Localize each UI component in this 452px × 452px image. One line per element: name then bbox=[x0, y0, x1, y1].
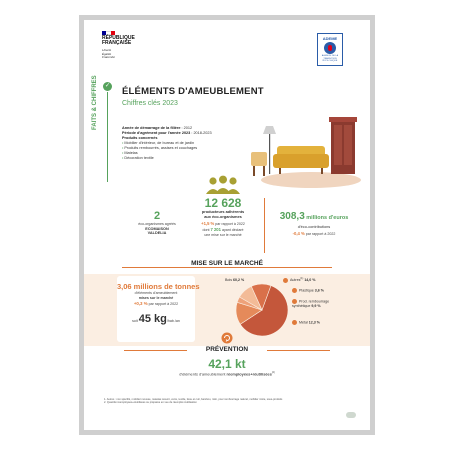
chair-icon bbox=[292, 288, 297, 293]
prevention-title: PRÉVENTION bbox=[187, 346, 267, 353]
producers-stat: 12 628 producteurs adhérents aux éco-organismes +1,5 % par rapport à 2022 dont 7 201 ayant déclaré une mise sur le marché bbox=[201, 196, 245, 237]
ademe-mark-icon bbox=[324, 42, 336, 54]
document-page bbox=[84, 20, 370, 430]
list-item: • Produits rembourrés, assises et couchages bbox=[122, 146, 272, 151]
furniture-illustration bbox=[249, 112, 364, 190]
recycle-icon bbox=[221, 332, 233, 344]
lamp-shape bbox=[269, 134, 270, 174]
legend-bois: Bois 60,2 % bbox=[225, 278, 245, 282]
metal-icon bbox=[292, 320, 297, 325]
people-icon bbox=[203, 175, 243, 195]
sofa-icon bbox=[283, 278, 288, 283]
legend-autres: Autres$^{(1)}$ 14,0 % bbox=[283, 277, 316, 283]
list-item: • Mobilier d'intérieur, de bureau et de jardin bbox=[122, 141, 272, 146]
republic-motto: Liberté Égalité Fraternité bbox=[102, 48, 115, 60]
legend-plastique: Plastique 3,6 % bbox=[292, 288, 324, 293]
republique-francaise-name: RÉPUBLIQUE FRANÇAISE bbox=[102, 35, 135, 47]
stat-divider bbox=[264, 198, 265, 253]
legend-metal: Métal 12,3 % bbox=[292, 320, 320, 325]
chair-shape bbox=[251, 152, 267, 166]
prevention-stat: 42,1 kt d'éléments d'ameublement réemployées+réutilisées$^{(2)}$ bbox=[179, 357, 275, 377]
eco-organisms-stat: 2 éco-organismes agréés ECOMAISON VALDELIA bbox=[138, 210, 176, 236]
page-title: ÉLÉMENTS D'AMEUBLEMENT bbox=[122, 86, 264, 97]
start-year: Année de démarrage de la filière : 2012 bbox=[122, 126, 193, 130]
list-item: • Matelas bbox=[122, 151, 272, 156]
approval-period: Période d'agrément pour l'année 2023 : 2018-2023 bbox=[122, 131, 212, 135]
products-heading: Produits concernés bbox=[122, 136, 158, 140]
footnotes: 1. Autres : non spécifié, mobilier mousse, matelas ressort, verre, textile, tissu et cuir, bambou, rotin, pour rembourrage naturel, mobilier mixte, sous-produits 2. Quantité réemployées+réutilisées ou préparée en vue de réemploi réutilisation bbox=[104, 398, 283, 405]
contributions-stat: 308,3 millions d'euros d'éco-contributions -0,4 % par rapport à 2022 bbox=[279, 211, 349, 236]
rug-shape bbox=[261, 172, 361, 188]
material-pie-chart bbox=[234, 282, 290, 338]
market-rule bbox=[122, 267, 332, 268]
ademe-logo: ADEME AGENCE DE LA TRANSITION ÉCOLOGIQUE bbox=[317, 33, 343, 66]
tonnage-card: 3,06 millions de tonnes d'éléments d'ameublement mises sur le marché +0,3 % par rapport à 2022 soit 45 kg/hab./an bbox=[117, 276, 195, 342]
legend-rembourrage: Prod. rembourrage synthétique 9,9 % bbox=[292, 299, 330, 308]
recyclable-badge-icon bbox=[346, 412, 356, 418]
page-subtitle: Chiffres clés 2023 bbox=[122, 100, 178, 107]
check-icon: ✓ bbox=[104, 83, 111, 89]
list-item: • Décoration textile bbox=[122, 156, 272, 161]
market-title: MISE SUR LE MARCHÉ bbox=[177, 260, 277, 267]
side-label: FAITS & CHIFFRES bbox=[92, 64, 98, 132]
side-line bbox=[107, 92, 108, 182]
